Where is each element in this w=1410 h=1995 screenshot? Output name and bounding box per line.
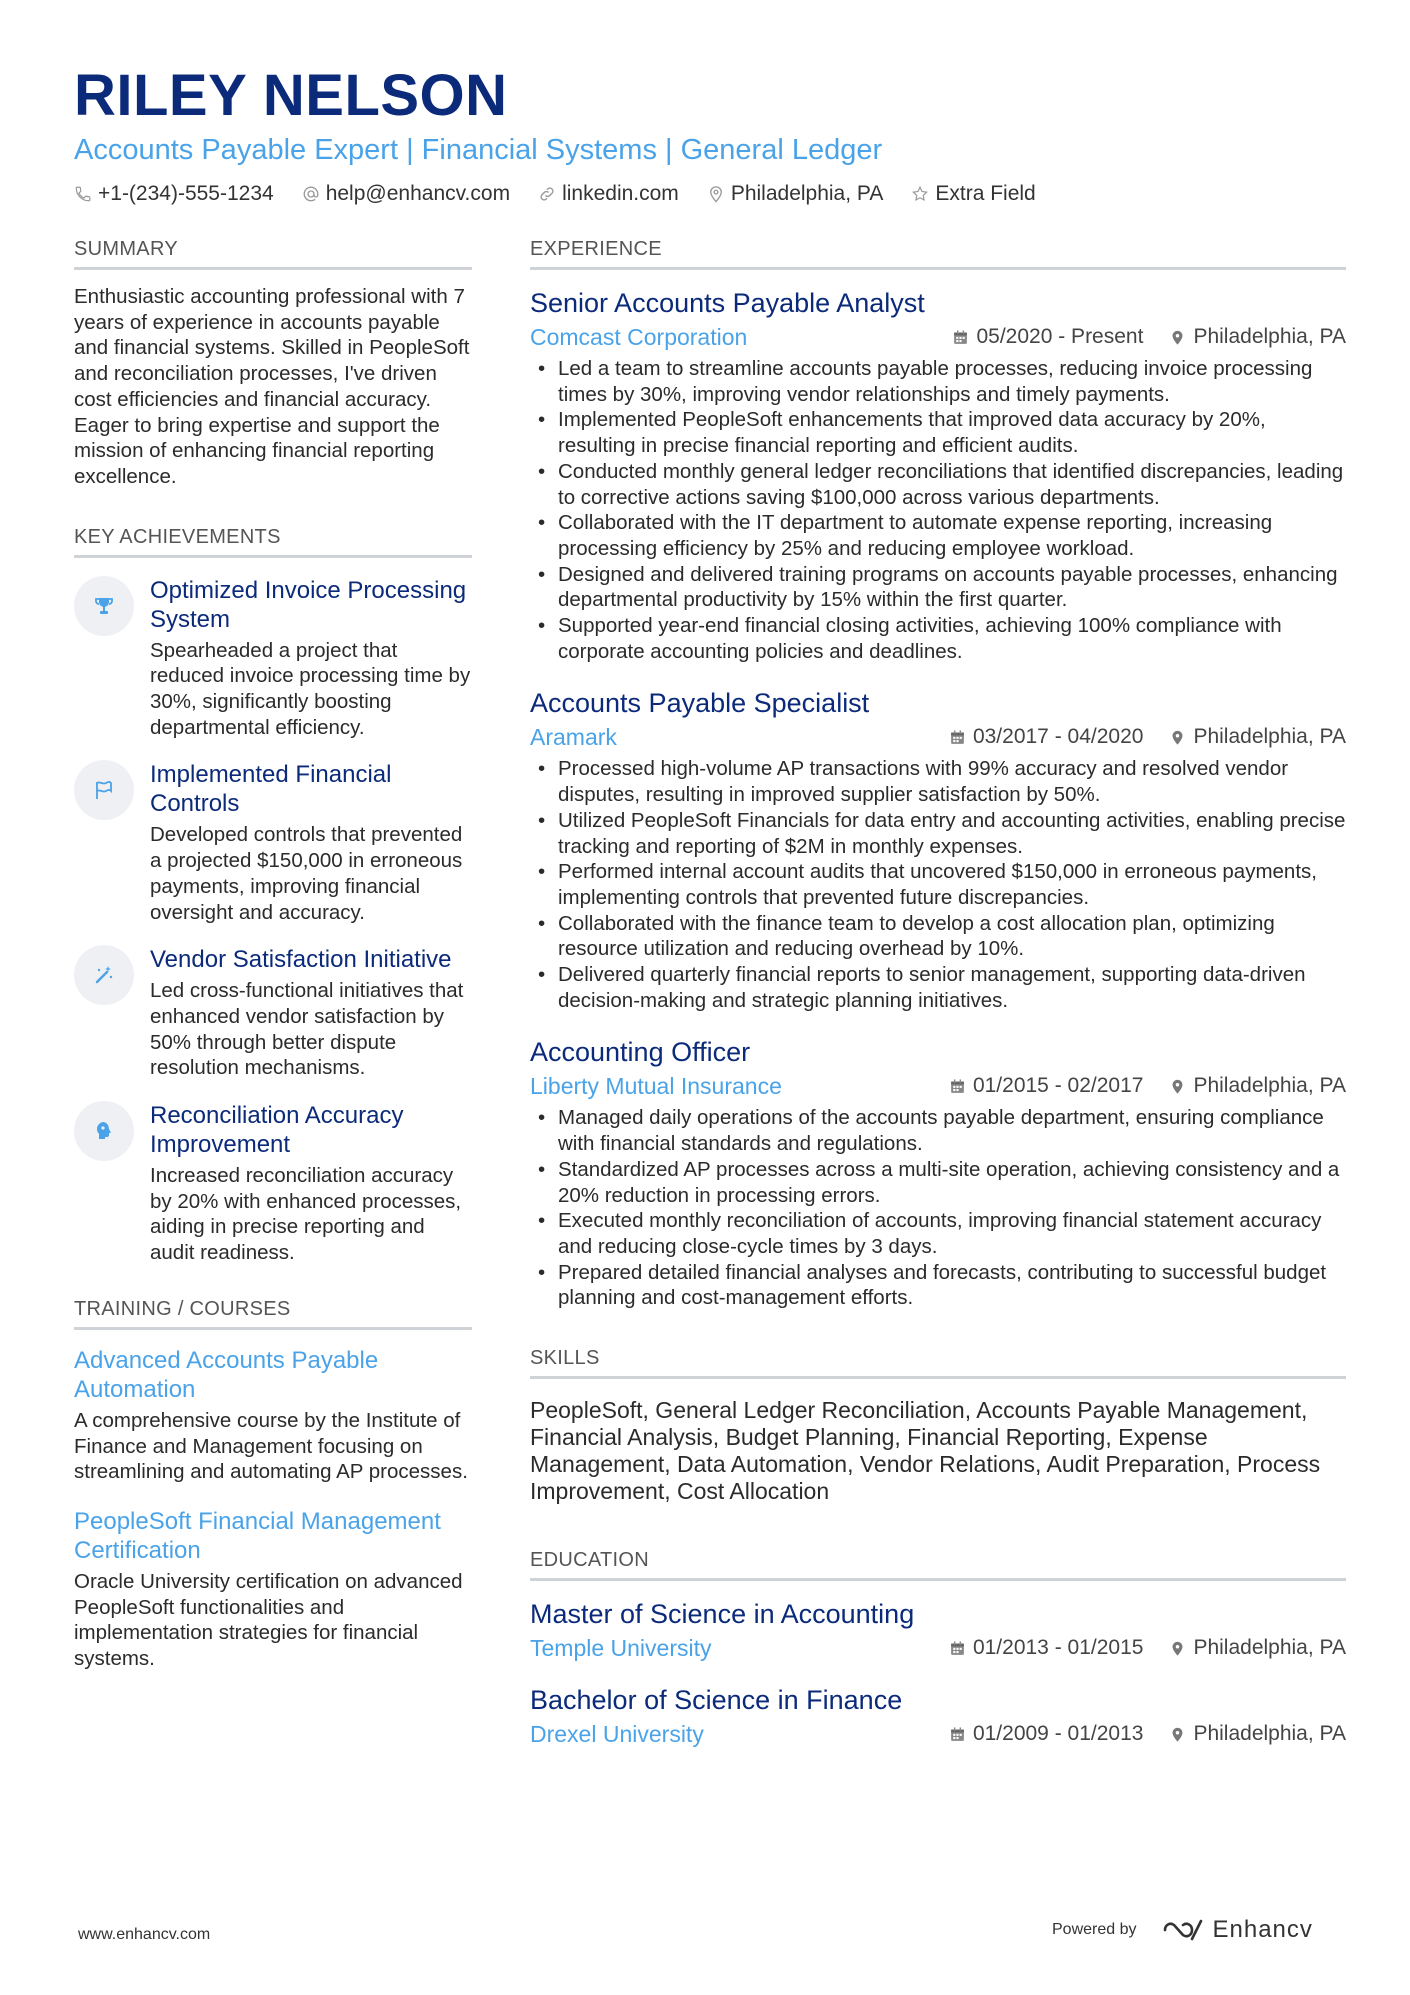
contact-email[interactable] [302,182,510,206]
flag-icon [92,778,116,802]
summary-section [74,238,472,490]
education-location [1169,1636,1346,1660]
achievement-item [74,945,472,1081]
school-name: Temple University [530,1635,712,1662]
resume-header [74,62,1344,206]
education-meta-right [923,1636,1346,1660]
education-meta [530,1719,1346,1749]
brain-icon [92,1119,116,1143]
magic-wand-icon [92,963,116,987]
job-bullet: • Conducted monthly general ledger reconciliations that identified discrepancies, leading to corrective actions saving $100,000 across various departments. [530,459,1346,510]
experience-heading: EXPERIENCE [530,238,1346,270]
achievement-item [74,1101,472,1266]
job-bullet: • Collaborated with the finance team to develop a cost allocation plan, optimizing resource utilization and reducing overhead by 10%. [530,911,1346,962]
location-pin-icon [1169,1726,1186,1743]
education-heading: EDUCATION [530,1549,1346,1581]
school-name: Drexel University [530,1721,704,1748]
education-dates-text: 01/2009 - 01/2013 [972,1722,1144,1746]
job-bullet: • Designed and delivered training programs on accounts payable processes, enhancing departmental productivity by 15% within the first quarter. [530,562,1346,613]
education-meta-right [923,1722,1346,1746]
job-bullet: • Standardized AP processes across a multi-site operation, achieving consistency and a 20% reduction in processing errors. [530,1157,1346,1208]
achievement-title: Optimized Invoice Processing System [150,576,467,633]
company-name: Comcast Corporation [530,324,748,350]
job-bullet: • Implemented PeopleSoft enhancements that improved data accuracy by 20%, resulting in precise financial reporting and efficient audits. [530,407,1346,458]
contact-linkedin[interactable] [538,182,679,206]
job-dates-text: 03/2017 - 04/2020 [972,725,1144,749]
trophy-icon [92,594,116,618]
education-entry [530,1597,1346,1663]
education-dates-text: 01/2013 - 01/2015 [972,1636,1144,1660]
job-meta-right [923,1074,1346,1098]
job-bullets [530,1105,1346,1311]
right-column [530,238,1346,1769]
calendar-icon [949,1726,966,1743]
calendar-icon [952,329,969,346]
footer-website[interactable]: www.enhancv.com [78,1926,211,1943]
job-bullet: • Collaborated with the IT department to automate expense reporting, increasing processing efficiency by 25% and reducing employee workload. [530,510,1346,561]
degree-title: Master of Science in Accounting [530,1599,915,1630]
job-bullet: • Utilized PeopleSoft Financials for data entry and accounting activities, enabling precise tracking and reporting of $2M in monthly expenses. [530,808,1346,859]
achievement-text: Spearheaded a project that reduced invoice processing time by 30%, significantly boosting departmental efficiency. [150,638,471,739]
achievements-heading: KEY ACHIEVEMENTS [74,526,472,558]
training-section [74,1298,472,1672]
achievement-icon-wrap [74,760,134,820]
achievement-content [150,576,472,741]
course-item [74,1346,472,1485]
job-location [1169,325,1346,349]
job-bullets [530,356,1346,664]
job-bullet: • Led a team to streamline accounts payable processes, reducing invoice processing times by 30%, improving vendor relationships and timely payments. [530,356,1346,407]
job-dates-text: 01/2015 - 02/2017 [972,1074,1144,1098]
education-dates [949,1722,1143,1746]
achievement-item [74,760,472,925]
company-name: Liberty Mutual Insurance [530,1073,782,1100]
job-bullet: • Prepared detailed financial analyses and forecasts, contributing to successful budget planning and cost-management efforts. [530,1260,1346,1311]
phone-text: +1-(234)-555-1234 [98,182,274,205]
job-location [1169,1074,1346,1098]
contact-extra [911,182,1035,206]
achievement-text: Increased reconciliation accuracy by 20% with enhanced processes, aiding in precise reporting and audit readiness. [150,1164,462,1265]
at-icon [302,185,320,203]
contact-bar [74,182,1344,206]
job-dates [949,725,1143,749]
achievement-icon-wrap [74,945,134,1005]
skills-text: PeopleSoft, General Ledger Reconciliation, Accounts Payable Management, Financial Analysis, Budget Planning, Financial Reporting, Expense Management, Data Automation, Vendor Relations, Audit Preparation, Process Improvement, Cost Allocation [530,1397,1321,1505]
location-pin-icon [1169,1078,1186,1095]
job-meta [530,722,1346,752]
education-dates [949,1636,1143,1660]
job-title: Senior Accounts Payable Analyst [530,288,925,318]
job-meta [530,322,1346,352]
job-location [1169,725,1346,749]
calendar-icon [949,1640,966,1657]
phone-icon [74,185,92,203]
job-bullet: • Processed high-volume AP transactions with 99% accuracy and resolved vendor disputes, resulting in improved supplier satisfaction by 50%. [530,756,1346,807]
contact-location [707,182,884,206]
course-text: Oracle University certification on advanced PeopleSoft functionalities and implementation strategies for financial systems. [74,1569,463,1671]
training-heading: TRAINING / COURSES [74,1298,472,1330]
achievement-icon-wrap [74,1101,134,1161]
job-dates [949,1074,1143,1098]
degree-title: Bachelor of Science in Finance [530,1685,903,1716]
job-location-text: Philadelphia, PA [1193,325,1346,348]
achievement-content [150,945,472,1081]
job-title: Accounts Payable Specialist [530,688,870,719]
job-dates-text: 05/2020 - Present [976,325,1144,348]
job-meta [530,1071,1346,1101]
location-pin-icon [1169,329,1186,346]
achievements-section [74,526,472,1266]
link-icon [538,185,556,203]
powered-by-text: Powered by [1052,1921,1137,1938]
achievement-text: Led cross-functional initiatives that enhanced vendor satisfaction by 50% through better dispute resolution mechanisms. [150,979,464,1080]
course-text: A comprehensive course by the Institute of Finance and Management focusing on streamlining and automating AP processes. [74,1408,468,1484]
summary-text: Enthusiastic accounting professional with 7 years of experience in accounts payable and financial systems. Skilled in PeopleSoft and reconciliation processes, I've driven cost efficiencies and financial accuracy. Eager to bring expertise and support the mission of enhancing financial reporting excellence. [74,285,470,488]
enhancv-logo-icon [1161,1917,1205,1943]
job-meta-right [923,725,1346,749]
job-dates [952,325,1143,349]
experience-section [530,238,1346,1311]
linkedin-text: linkedin.com [562,182,679,205]
achievement-content [150,1101,472,1266]
job-bullet: • Managed daily operations of the accounts payable department, ensuring compliance with financial standards and regulations. [530,1105,1346,1156]
location-pin-icon [1169,1640,1186,1657]
achievement-title: Implemented Financial Controls [150,761,392,818]
job-location-text: Philadelphia, PA [1193,1074,1346,1098]
achievement-text: Developed controls that prevented a projected $150,000 in erroneous payments, improving financial oversight and accuracy. [150,823,463,924]
candidate-title: Accounts Payable Expert | Financial Systems | General Ledger [74,134,883,166]
star-icon [911,185,929,203]
job-entry [530,1035,1346,1311]
calendar-icon [949,729,966,746]
job-bullet: • Delivered quarterly financial reports to senior management, supporting data-driven decision-making and strategic planning initiatives. [530,962,1346,1013]
summary-heading: SUMMARY [74,238,472,270]
course-title: Advanced Accounts Payable Automation [74,1346,379,1403]
education-entry [530,1683,1346,1749]
left-column [74,238,472,1672]
job-bullet: • Executed monthly reconciliation of accounts, improving financial statement accuracy and reducing close-cycle times by 3 days. [530,1208,1346,1259]
footer-brand [1052,1916,1313,1944]
education-meta [530,1633,1346,1663]
brand-name: Enhancv [1212,1916,1313,1943]
job-bullets [530,756,1346,1013]
extra-field-text: Extra Field [935,182,1036,205]
skills-heading: SKILLS [530,1347,1346,1379]
job-meta-right [926,325,1346,349]
location-pin-icon [707,185,725,203]
achievement-title: Vendor Satisfaction Initiative [150,946,452,974]
location-text: Philadelphia, PA [730,182,884,205]
skills-section [530,1347,1346,1505]
education-section [530,1549,1346,1749]
job-bullet: • Performed internal account audits that uncovered $150,000 in erroneous payments, implementing controls that prevented future discrepancies. [530,859,1346,910]
job-title: Accounting Officer [530,1037,751,1068]
company-name: Aramark [530,724,617,751]
email-text: help@enhancv.com [325,182,511,205]
candidate-name: RILEY NELSON [74,63,508,128]
job-entry [530,686,1346,1013]
location-pin-icon [1169,729,1186,746]
course-item [74,1507,472,1672]
achievement-icon-wrap [74,576,134,636]
education-location-text: Philadelphia, PA [1193,1722,1346,1746]
course-title: PeopleSoft Financial Management Certification [74,1507,441,1564]
achievement-content [150,760,472,925]
job-bullet: • Supported year-end financial closing activities, achieving 100% compliance with corporate accounting policies and deadlines. [530,613,1346,664]
job-entry [530,286,1346,664]
achievement-item [74,576,472,741]
contact-phone[interactable] [74,182,274,206]
job-location-text: Philadelphia, PA [1193,725,1346,749]
achievement-title: Reconciliation Accuracy Improvement [150,1102,404,1159]
education-location-text: Philadelphia, PA [1193,1636,1346,1660]
education-location [1169,1722,1346,1746]
calendar-icon [949,1078,966,1095]
